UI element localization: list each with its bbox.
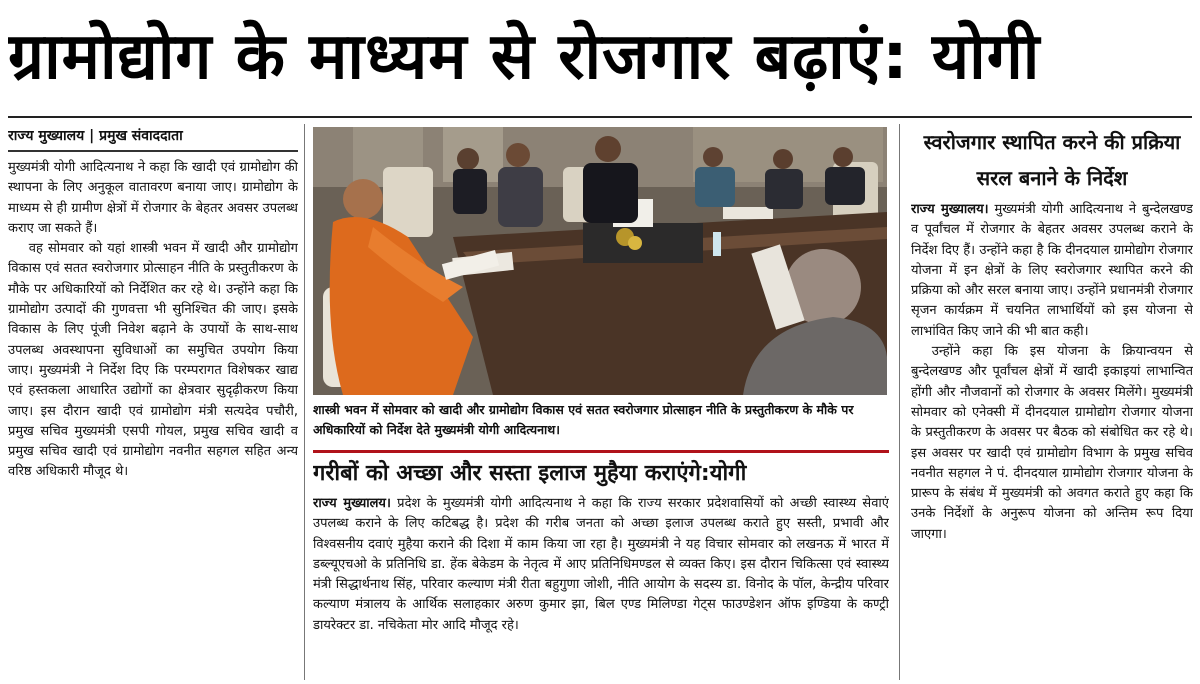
left-column (8, 124, 298, 682)
main-headline: ग्रामोद्योग के माध्यम से रोजगार बढ़ाएं: योगी (8, 20, 1041, 94)
health-headline: गरीबों को अच्छा और सस्ता इलाज मुहैया कराएंगे:योगी (313, 461, 747, 486)
meeting-photo (313, 127, 887, 395)
right-article-body (911, 200, 1193, 545)
middle-dateline: राज्य मुख्यालय। (313, 496, 391, 511)
right-column (911, 124, 1193, 682)
left-paragraph-1: मुख्यमंत्री योगी आदित्यनाथ ने कहा कि खादी एवं ग्रामोद्योग की स्थापना के लिए अनुकूल वातावरण बनाया जाए। ग्रामोद्योग के माध्यम से ही ग्रामीण क्षेत्रों में रोजगार के बेहतर अवसर उपलब्ध कराए जा सकते हैं। (8, 160, 298, 236)
right-dateline: राज्य मुख्यालय। (911, 202, 989, 217)
dateline: राज्य मुख्यालय | प्रमुख संवाददाता (8, 126, 298, 152)
right-paragraph-1-text: मुख्यमंत्री योगी आदित्यनाथ ने बुन्देलखण्ड व पूर्वांचल में रोजगार के बेहतर अवसर उपलब्ध कराने के निर्देश दिए हैं। उन्होंने कहा है कि दीनदयाल ग्रामोद्योग रोजगार योजना में इन क्षेत्रों के लिए स्वरोजगार स्थापित करने की प्रक्रिया को और सरल बनाया जाए। उन्होंने प्रधानमंत्री रोजगार सृजन कार्यक्रम में चयनित लाभार्थियों को इस योजना से लाभांवित किए जाने की भी बात कही। (911, 202, 1193, 339)
right-paragraph-2: उन्होंने कहा कि इस योजना के क्रियान्वयन से बुन्देलखण्ड और पूर्वांचल क्षेत्रों में खादी इकाइयां लाभान्वित होंगी और नौजवानों को रोजगार के अवसर मिलेंगे। मुख्यमंत्री सोमवार को एनेक्सी में दीनदयाल ग्रामोद्योग रोजगार योजना के प्रस्तुतीकरण के अवसर पर बैठक को संबोधित कर रहे थे। इस अवसर पर खादी एवं ग्रामोद्योग विभाग के प्रमुख सचिव नवनीत सहगल ने पं. दीनदयाल ग्रामोद्योग रोजगार योजना के प्रारूप के संबंध में मुख्यमंत्री को अवगत कराते हुए कहा कि उनके निर्देशों के अनुरूप योजना को अन्तिम रूप दिया जाएगा। (911, 344, 1193, 542)
left-article-body (8, 158, 298, 483)
column-divider (899, 124, 900, 680)
headline-rule (8, 116, 1192, 118)
photo-caption: शास्त्री भवन में सोमवार को खादी और ग्रामोद्योग विकास एवं सतत स्वरोजगार प्रोत्साहन नीति के प्रस्तुतीकरण के मौके पर अधिकारियों को निर्देश देते मुख्यमंत्री योगी आदित्यनाथ। (313, 402, 854, 437)
column-divider (304, 124, 305, 680)
middle-article (313, 494, 889, 682)
section-rule (313, 450, 889, 453)
right-paragraph-1 (911, 200, 1193, 342)
middle-article-body (313, 494, 889, 636)
left-paragraph-2: वह सोमवार को यहां शास्त्री भवन में खादी और ग्रामोद्योग विकास एवं सतत स्वरोजगार प्रोत्साहन नीति के प्रस्तुतीकरण के मौके पर अधिकारियों को निर्देशित कर रहे थे। उन्होंने कहा कि ग्रामोद्योग उत्पादों की गुणवत्ता भी सुनिश्चित की जाए। इसके विकास के लिए पूंजी निवेश बढ़ाने के उपायों के साथ-साथ उपलब्ध अवस्थापना सुविधाओं का समुचित उपयोग किया जाए। मुख्यमंत्री ने निर्देश दिए कि परम्परागत विशेषकर खाद्य एवं हस्तकला आधारित उद्योगों का क्षेत्रवार सुदृढ़ीकरण किया जाए। इस दौरान खादी एवं ग्रामोद्योग मंत्री सत्यदेव पचौरी, प्रमुख सचिव मुख्यमंत्री एसपी गोयल, प्रमुख सचिव खादी व प्रमुख सचिव खादी एवं ग्रामोद्योग नवनीत सहगल सहित अन्य वरिष्ठ अधिकारी मौजूद थे। (8, 241, 298, 480)
right-headline: स्वरोजगार स्थापित करने की प्रक्रिया सरल बनाने के निर्देश (923, 130, 1181, 190)
middle-article-text: प्रदेश के मुख्यमंत्री योगी आदित्यनाथ ने कहा कि राज्य सरकार प्रदेशवासियों को अच्छी स्वास्थ्य सेवाएं उपलब्ध कराने के लिए कटिबद्ध है। प्रदेश की गरीब जनता को अच्छा इलाज उपलब्ध कराते हुए सस्ती, प्रभावी और विश्वसनीय दवाएं मुहैया कराने की दिशा में काम किया जा रहा है। मुख्यमंत्री ने यह विचार सोमवार को लखनऊ में भारत में डब्ल्यूएचओ के प्रतिनिधि डा. हेंक बेकेडम के नेतृत्व में आए प्रतिनिधिमण्डल से व्यक्त किए। इस दौरान चिकित्सा एवं स्वास्थ्य मंत्री सिद्धार्थनाथ सिंह, परिवार कल्याण मंत्री रीता बहुगुणा जोशी, नीति आयोग के सदस्य डा. विनोद के पॉल, केन्द्रीय परिवार कल्याण मंत्रालय के आर्थिक सलाहकार अरुण कुमार झा, बिल एण्ड मिलिण्डा गेट्स फाउण्डेशन ऑफ इण्डिया के कण्ट्री डायरेक्टर डा. नचिकेता मोर आदि मौजूद रहे। (313, 496, 889, 633)
